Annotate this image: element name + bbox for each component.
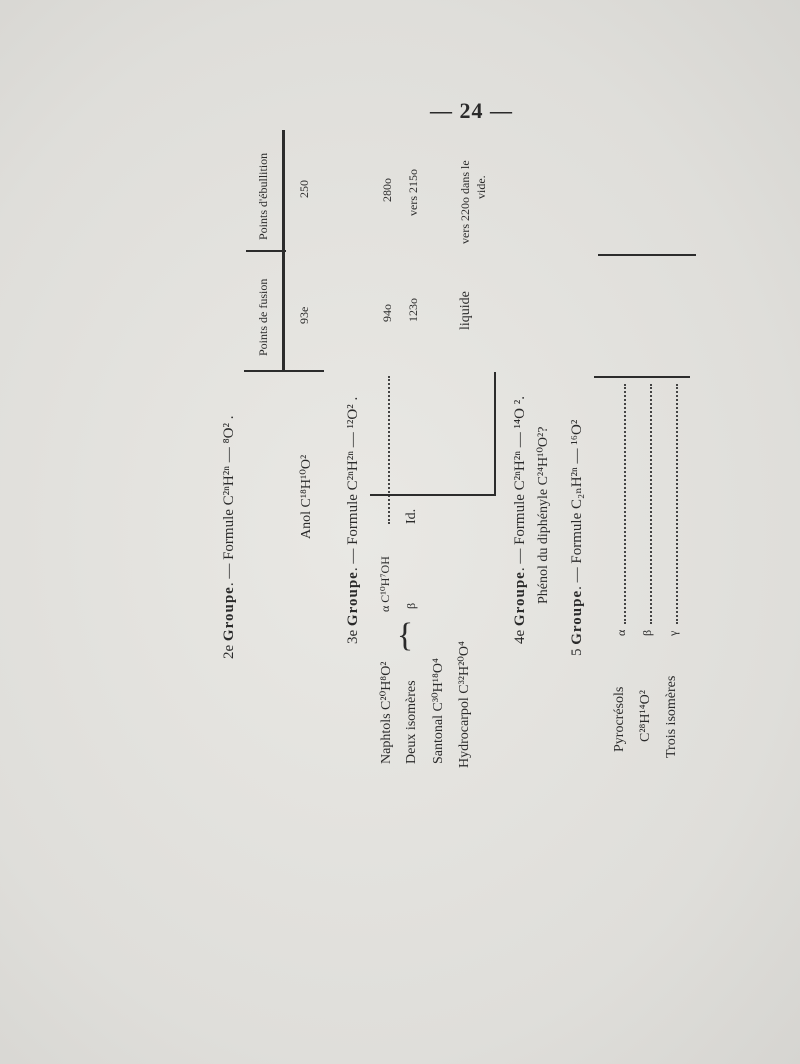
trois-isomeres-label: Trois isomères (664, 675, 679, 758)
naphtols-ebullition: 280o (380, 178, 394, 202)
pyrocresols-formula-label: C²⁸H¹⁴O² (638, 690, 653, 742)
deux-isomeres-id: Id. (404, 508, 419, 524)
groupe5-rule-right (598, 254, 696, 256)
phenol-diphenyle-label: Phénol du diphényle C²⁴H¹⁰O²? (536, 426, 551, 604)
header-rule-fusion (282, 250, 285, 370)
page-number: — 24 — (430, 98, 513, 123)
groupe4-formula: . — Formule C²ⁿH²ⁿ — ¹⁴O ². (512, 396, 528, 572)
deux-isomeres-fusion: 123o (406, 298, 420, 322)
anol-ebullition: 250 (297, 180, 311, 198)
groupe3-top-rule (370, 494, 496, 496)
hydrocarpol-ebullition-line1: vers 220o dans le (458, 160, 472, 244)
anol-label: Anol C¹⁸H¹⁰O² (299, 454, 314, 539)
groupe5-word: Groupe (569, 589, 585, 645)
groupe2-num: 2e (221, 644, 237, 659)
groupe5-rule-left (594, 376, 690, 378)
groupe4-word: Groupe (512, 571, 528, 627)
groupe3-bottom-rule (494, 372, 496, 494)
groupe5-formula: . — Formule C₂ₙH²ⁿ — ¹⁶O² (569, 419, 585, 590)
pyrocresols-beta: β (640, 629, 654, 636)
hydrocarpol-fusion: liquide (458, 291, 473, 330)
groupe5-num: 5 (569, 648, 585, 656)
groupe2-title (221, 416, 238, 660)
groupe2-word: Groupe (221, 586, 237, 642)
beta-leader (650, 384, 652, 624)
naphtols-alpha: α C¹⁰H⁷OH (378, 556, 392, 612)
groupe4-title (512, 396, 529, 644)
naphtols-leader (388, 376, 390, 524)
hydrocarpol-ebullition-line2: vide. (474, 175, 488, 199)
hydrocarpol-label: Hydrocarpol C³²H²⁰O⁴ (457, 641, 472, 768)
pyrocresols-leader (624, 384, 626, 624)
trois-isomeres-gamma: γ (666, 630, 680, 636)
groupe4-num: 4e (512, 629, 528, 644)
groupe3-title (345, 397, 362, 644)
groupe3-num: 3e (345, 629, 361, 644)
column-separator-ebullition (246, 250, 286, 252)
naphtols-label: Naphtols C²⁰H⁸O² (379, 661, 394, 764)
naphtols-fusion: 94o (380, 304, 394, 322)
pyrocresols-alpha: α (614, 629, 628, 636)
header-points-ebullition: Points d'ébullition (256, 152, 270, 240)
header-rule-ebullition (282, 130, 285, 252)
isomer-brace: { (396, 616, 414, 654)
groupe5-title (567, 420, 586, 656)
groupe3-word: Groupe (345, 571, 361, 627)
pyrocresols-label: Pyrocrésols (612, 686, 627, 752)
deux-isomeres-label: Deux isomères (404, 680, 419, 764)
anol-fusion: 93e (297, 306, 311, 324)
gamma-leader (676, 384, 678, 624)
column-separator-fusion (244, 370, 324, 372)
santonal-label: Santonal C³⁰H¹⁸O⁴ (431, 658, 446, 764)
deux-isomeres-beta: β (404, 602, 418, 609)
groupe2-formula: . — Formule C²ⁿH²ⁿ — ⁸O² . (221, 415, 237, 587)
groupe3-formula: . — Formule C²ⁿH²ⁿ — ¹²O² . (345, 396, 361, 572)
deux-isomeres-ebullition: vers 215o (406, 169, 420, 216)
header-points-de-fusion: Points de fusion (256, 278, 270, 356)
